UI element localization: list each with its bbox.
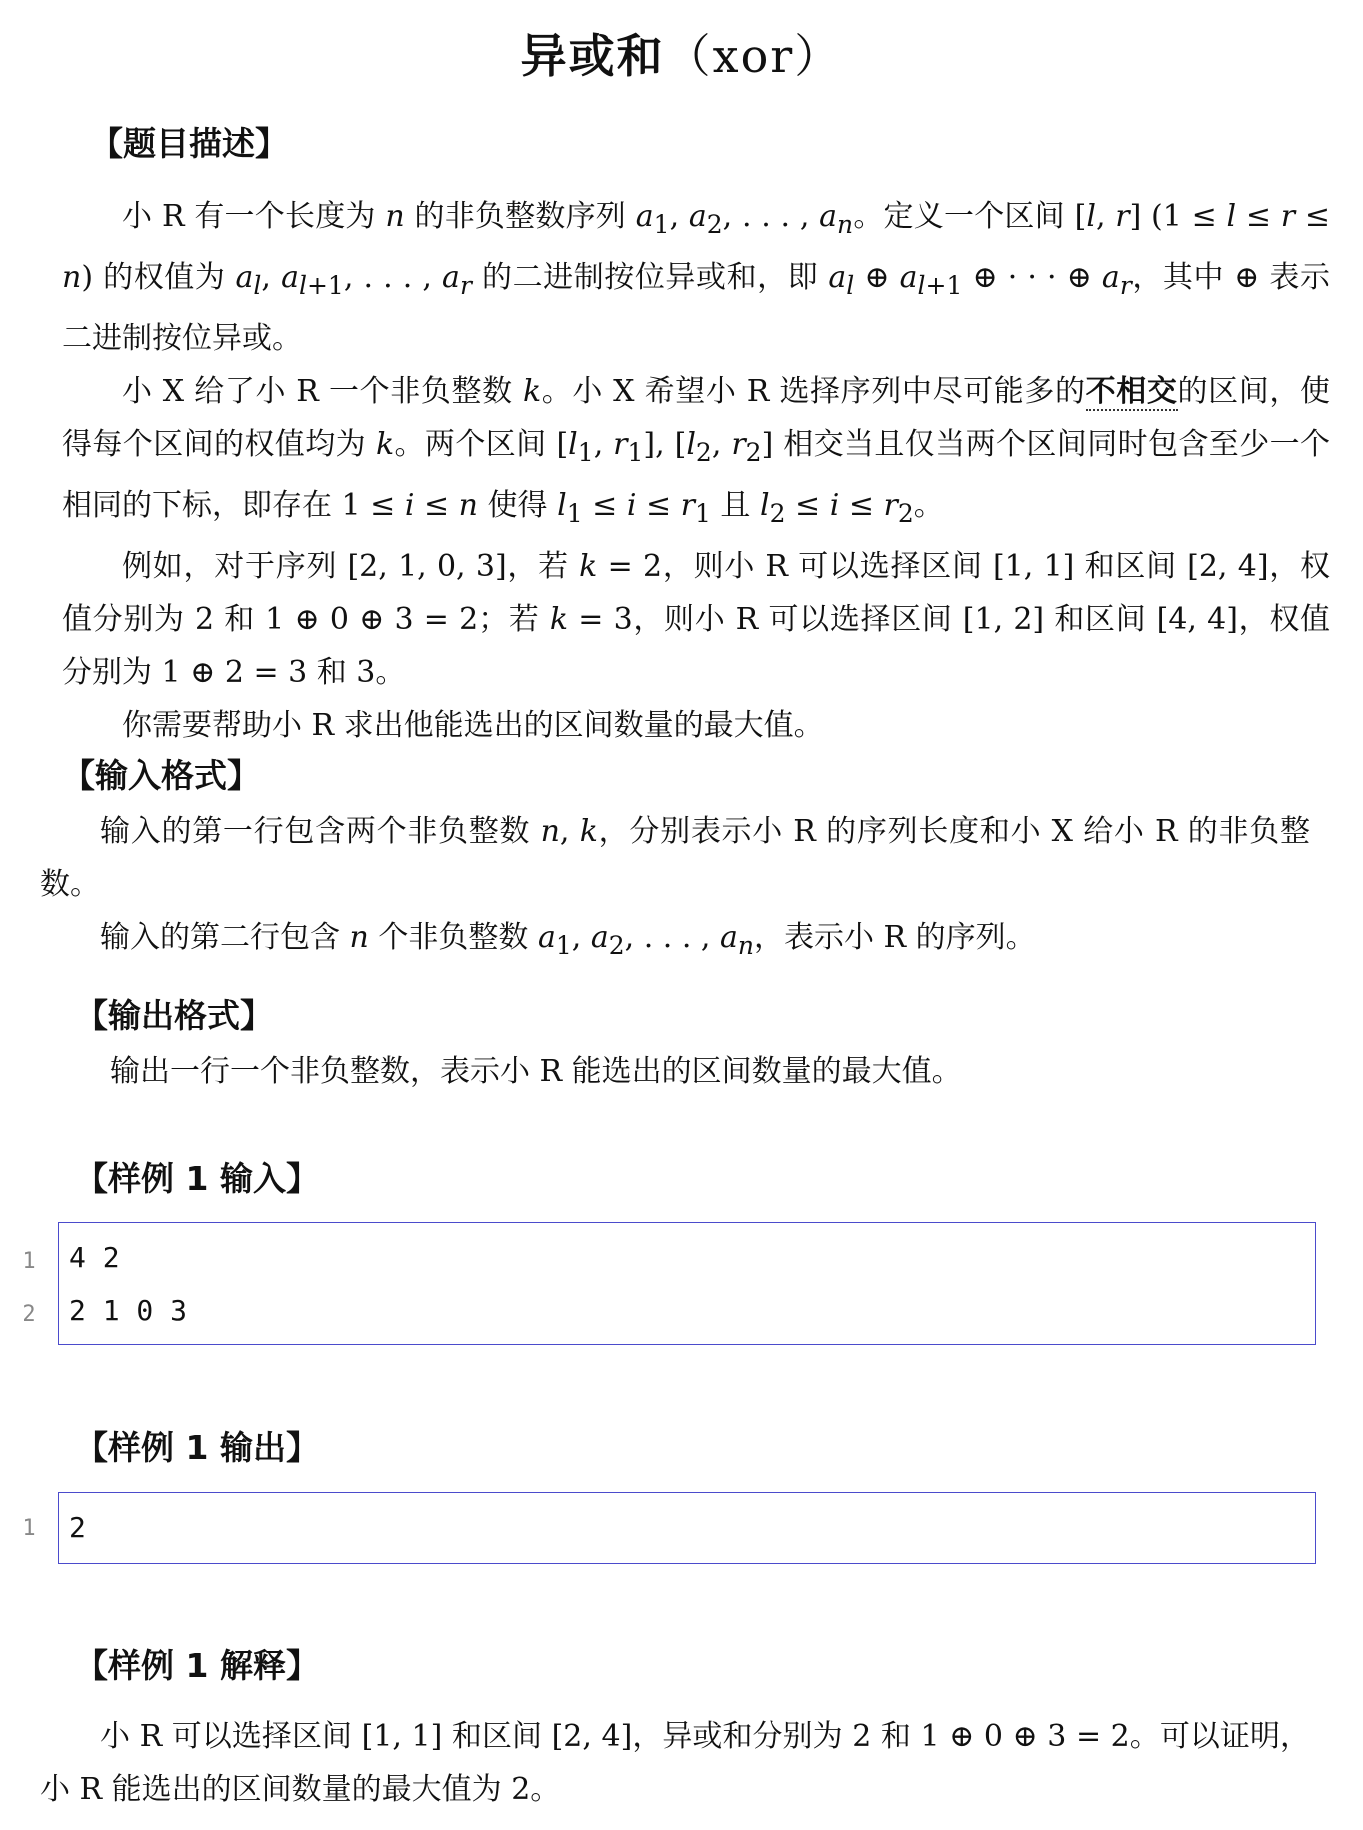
- section-heading-input: 【输入格式】: [62, 756, 260, 795]
- sample-input-box: [58, 1222, 1316, 1345]
- input-format-text: 输入的第一行包含两个非负整数 n, k，分别表示小 R 的序列长度和小 X 给小 R 的非负整数。 输入的第二行包含 n 个非负整数 $a_1$, $a_2$, . . . , $a_n$，表示小 R 的序列。: [40, 814, 1310, 960]
- code-line: 4 2: [69, 1241, 120, 1274]
- sample-output-box: [58, 1492, 1316, 1564]
- output-format-text: 输出一行一个非负整数，表示小 R 能选出的区间数量的最大值。: [110, 1054, 962, 1089]
- code-line: 2 1 0 3: [69, 1294, 188, 1327]
- line-number: 1: [22, 1516, 36, 1541]
- section-heading-sample-explanation: 【样例 1 解释】: [75, 1646, 319, 1685]
- section-heading-description: 【题目描述】: [90, 124, 288, 163]
- section-heading-output: 【输出格式】: [75, 996, 273, 1035]
- sample-explanation-text: 小 R 可以选择区间 [1, 1] 和区间 [2, 4]，异或和分别为 2 和 1 ⊕ 0 ⊕ 3 = 2。可以证明，小 R 能选出的区间数量的最大值为 2。: [40, 1719, 1310, 1807]
- line-number: 1: [22, 1249, 36, 1274]
- section-heading-sample-input: 【样例 1 输入】: [75, 1159, 319, 1198]
- page-title: 异或和（xor）: [520, 29, 843, 83]
- line-number: 2: [22, 1302, 36, 1327]
- description-text: 小 R 有一个长度为 n 的非负整数序列 $a_1$, $a_2$, . . . , $a_n$。定义一个区间 [l, r] (1 ≤ l ≤ r ≤ n) 的权值为 $a_l$, $a_{l+1}$, . . . , $a_r$ 的二进制按位异或和，即 $a_l$ ⊕ $a_{l+1}$ ⊕ · · · ⊕ $a_r$，其中 ⊕ 表示二进制按位异或。 小 X 给了小 R 一个非负整数 k。小 X 希望小 R 选择序列中尽可能多的不相交的区间，使得每个区间的权值均为 k。两个区间 [$l_1$, $r_1$], [$l_2$, $r_2$] 相交当且仅当两个区间同时包含至少一个相同的下标，即存在 1 ≤ i ≤ n 使得 $l_1 \le i \le r_1$ 且 $l_2 \le i \le r_2$。 例如，对于序列 [2, 1, 0, 3]，若 k = 2，则小 R 可以选择区间 [1, 1] 和区间 [2, 4]，权值分别为 2 和 1 ⊕ 0 ⊕ 3 = 2；若 k = 3，则小 R 可以选择区间 [1, 2] 和区间 [4, 4]，权值分别为 1 ⊕ 2 = 3 和 3。 你需要帮助小 R 求出他能选出的区间数量的最大值。: [62, 199, 1331, 743]
- code-line: 2: [69, 1511, 86, 1544]
- section-heading-sample-output: 【样例 1 输出】: [75, 1428, 319, 1467]
